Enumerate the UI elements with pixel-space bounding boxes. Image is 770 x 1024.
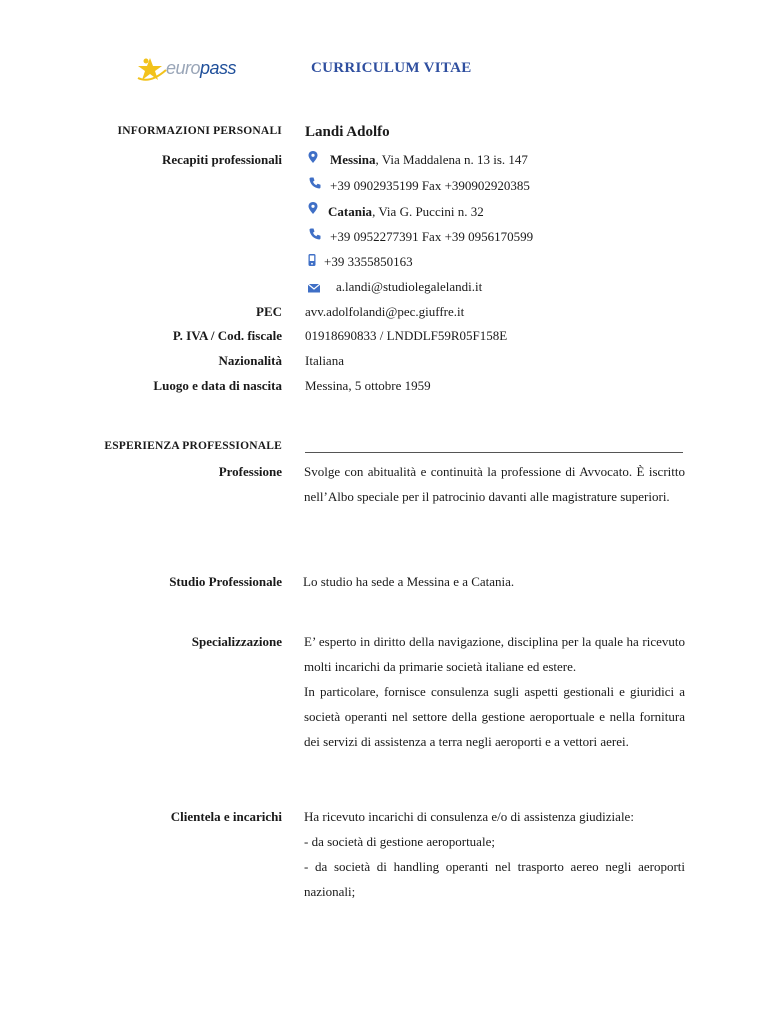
profession-label: Professione <box>218 464 282 479</box>
europass-star-icon <box>136 54 170 86</box>
mobile-phone-icon <box>305 253 319 267</box>
office1-address: Messina, Via Maddalena n. 13 is. 147 <box>330 152 528 167</box>
document-title: CURRICULUM VITAE <box>311 60 472 76</box>
pec-label: PEC <box>256 304 282 319</box>
office2-phone: +39 0952277391 Fax +39 0956170599 <box>330 229 534 244</box>
nationality-label: Nazionalità <box>218 353 282 368</box>
europass-logo <box>136 54 248 86</box>
map-pin-icon <box>306 201 320 215</box>
map-pin-icon <box>306 150 320 164</box>
phone-icon <box>308 227 322 241</box>
nationality-value: Italiana <box>305 353 344 368</box>
birth-value: Messina, 5 ottobre 1959 <box>305 378 431 393</box>
vat-label: P. IVA / Cod. fiscale <box>172 328 282 343</box>
contacts-label: Recapiti professionali <box>161 152 282 167</box>
section-label-personal: INFORMAZIONI PERSONALI <box>117 125 282 137</box>
envelope-icon <box>307 281 321 295</box>
specialization-label: Specializzazione <box>191 634 282 649</box>
office1-phone: +39 0902935199 Fax +390902920385 <box>330 178 530 193</box>
section-label-experience: ESPERIENZA PROFESSIONALE <box>104 440 282 452</box>
europass-logo-text: europass <box>166 58 237 78</box>
studio-text: Lo studio ha sede a Messina e a Catania. <box>303 574 515 589</box>
studio-label: Studio Professionale <box>169 574 282 589</box>
pec-value[interactable]: avv.adolfolandi@pec.giuffre.it <box>305 304 465 319</box>
clients-label: Clientela e incarichi <box>170 809 282 824</box>
section-divider <box>305 452 683 453</box>
specialization-text: E’ esperto in diritto della navigazione, disciplina per la quale ha ricevuto molti incarichi da primarie società italiane ed estere. In particolare, fornisce consulenza sugli aspetti gestionali e giuridici a società operanti nel settore della gestione aeroportuale e nella fornitura dei servizi di assistenza a terra negli aeroporti e a vettori aerei. <box>304 634 685 749</box>
mobile-number: +39 3355850163 <box>324 254 413 269</box>
office2-address: Catania, Via G. Puccini n. 32 <box>328 204 484 219</box>
phone-icon <box>308 176 322 190</box>
vat-value: 01918690833 / LNDDLF59R05F158E <box>305 328 508 343</box>
person-name: Landi Adolfo <box>305 124 390 140</box>
email-link[interactable]: a.landi@studiolegalelandi.it <box>336 279 483 294</box>
profession-text: Svolge con abitualità e continuità la professione di Avvocato. È iscritto nell’Albo speciale per il patrocinio davanti alle magistrature superiori. <box>304 464 685 504</box>
birth-label: Luogo e data di nascita <box>153 378 282 393</box>
clients-text: Ha ricevuto incarichi di consulenza e/o di assistenza giudiziale: - da società di gestione aeroportuale; - da società di handling operanti nel trasporto aereo negli aeroporti nazionali; <box>304 809 685 899</box>
